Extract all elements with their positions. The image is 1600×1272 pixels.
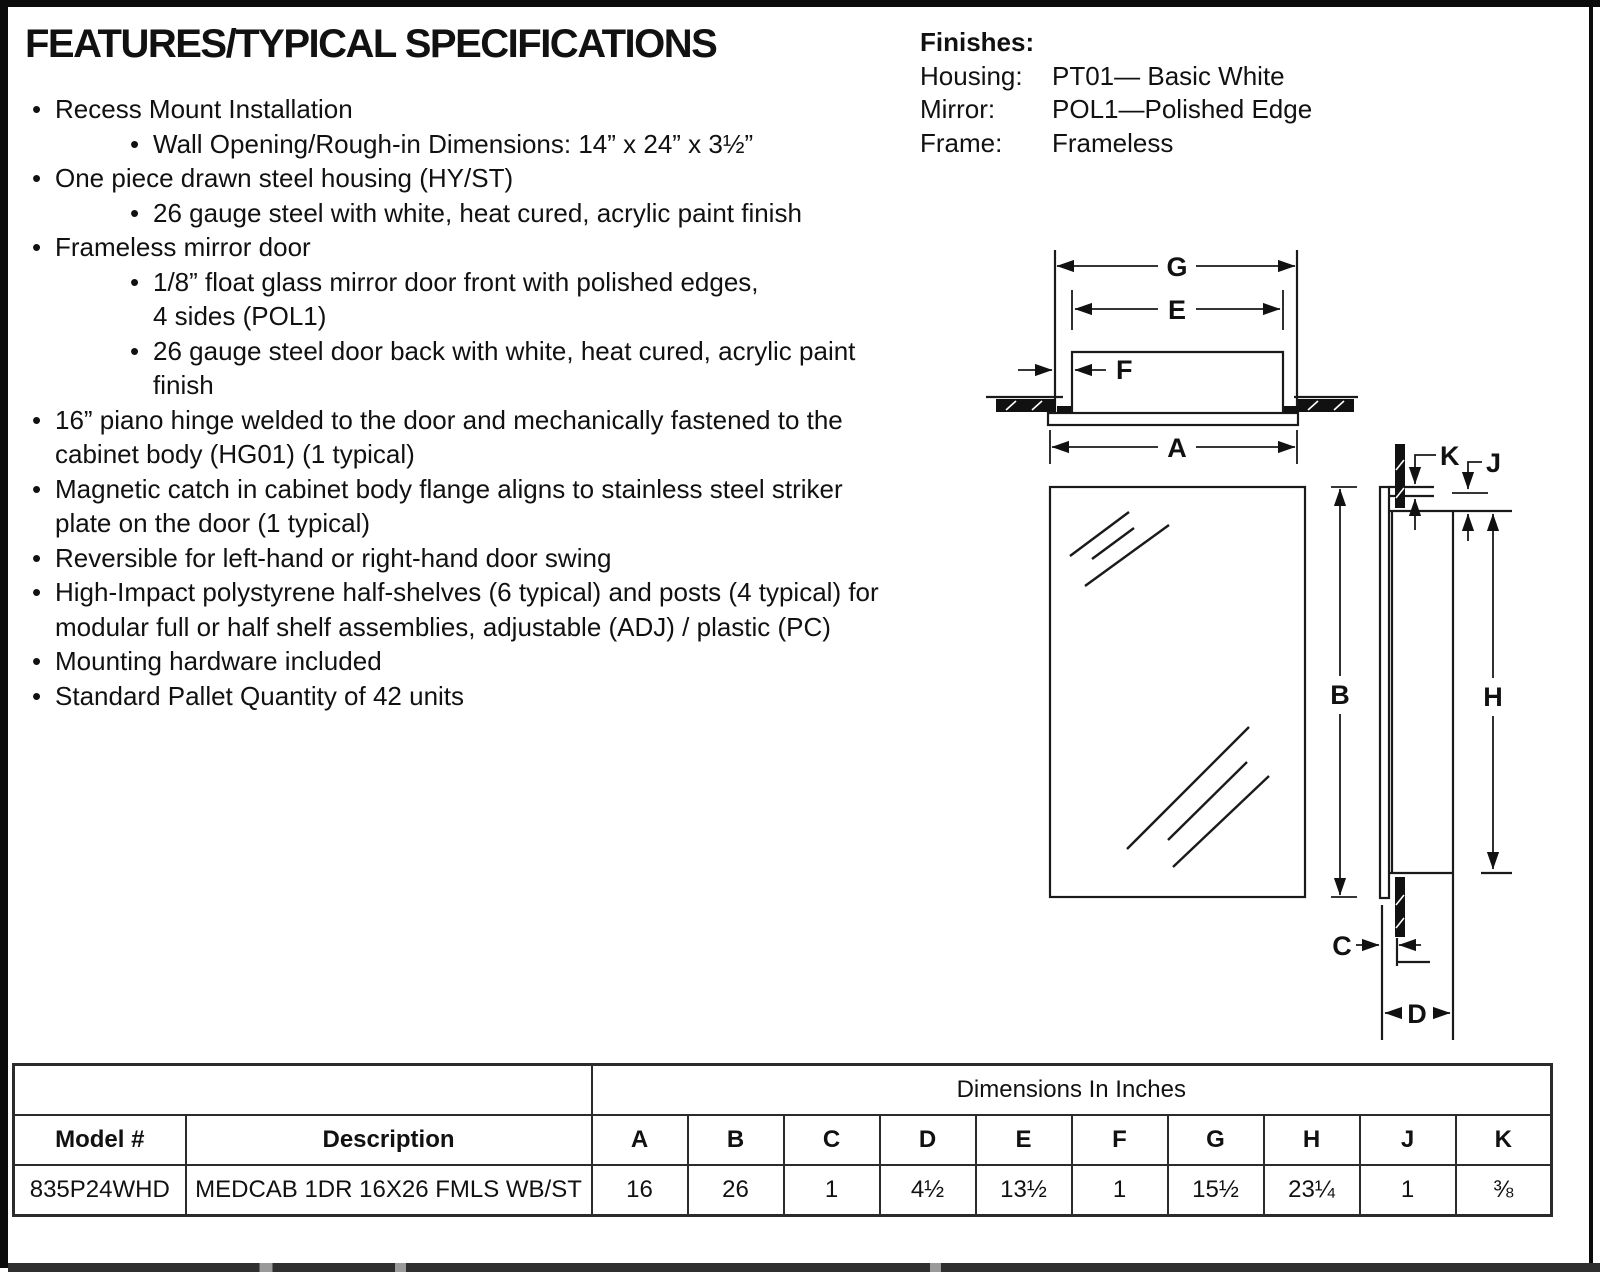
table-row (14, 1165, 1552, 1216)
bullet-icon: • (130, 335, 140, 366)
bullet-icon: • (32, 542, 42, 573)
table-cell-model: 835P24WHD (14, 1165, 186, 1216)
wall-section-right (1298, 399, 1354, 412)
dim-label-d: D (1407, 999, 1427, 1029)
table-header-f: F (1072, 1115, 1168, 1165)
bullet-icon: • (32, 577, 42, 607)
feature-text: Frameless mirror door (55, 232, 311, 262)
dim-label-j: J (1486, 448, 1502, 478)
feature-item (26, 403, 956, 472)
feature-text: High-Impact polystyrene half-shelves (6 typical) and posts (4 typical) for modular full or half shelf assemblies, adjustable (ADJ) / plastic (PC) (55, 577, 879, 642)
page-bottom-strip (8, 1263, 1600, 1272)
features-list (26, 92, 956, 713)
feature-text: 16” piano hinge welded to the door and mechanically fastened to the cabinet body (HG01) (1 typical) (55, 404, 843, 469)
cabinet-drawing (960, 230, 1600, 1045)
feature-text: Standard Pallet Quantity of 42 units (55, 680, 465, 711)
bullet-icon: • (32, 94, 42, 124)
feature-text: Wall Opening/Rough-in Dimensions: 14” x 24” x 3½” (153, 128, 754, 159)
feature-item (26, 92, 956, 127)
bullet-icon: • (32, 404, 42, 435)
finishes-value: Frameless (1052, 127, 1174, 158)
feature-text: 1/8” float glass mirror door front with polished edges, 4 sides (POL1) (153, 266, 759, 331)
table-header-d: D (880, 1115, 976, 1165)
dimensions-table-section (12, 1063, 1553, 1217)
wall-section-top (1395, 444, 1405, 508)
finishes-row (920, 93, 1312, 127)
table-cell-d: 4½ (880, 1165, 976, 1216)
feature-text: Recess Mount Installation (55, 94, 353, 124)
feature-item (26, 644, 956, 679)
feature-text: Magnetic catch in cabinet body flange aligns to stainless steel striker plate on the door (1 typical) (55, 473, 843, 538)
finishes-heading: Finishes: (920, 27, 1035, 57)
mirror-front (1050, 487, 1305, 897)
bullet-icon: • (32, 646, 42, 676)
feature-text: 26 gauge steel with white, heat cured, acrylic paint finish (153, 197, 802, 228)
dimension-diagram (960, 230, 1600, 1050)
feature-item (26, 230, 956, 265)
feature-item (26, 575, 956, 644)
wall-section-left (996, 399, 1056, 412)
table-cell-h: 23¼ (1264, 1165, 1360, 1216)
finishes-section (920, 26, 1312, 160)
feature-item (26, 472, 956, 541)
finishes-value: POL1—Polished Edge (1052, 94, 1313, 124)
bullet-icon: • (32, 473, 42, 504)
bullet-icon: • (32, 232, 42, 262)
page-border-left (0, 0, 8, 1268)
feature-text: Mounting hardware included (55, 646, 382, 676)
finishes-row (920, 60, 1312, 94)
bullet-icon: • (130, 197, 140, 228)
finishes-label: Mirror: (920, 94, 996, 124)
bullet-icon: • (32, 163, 42, 193)
dim-label-e: E (1167, 295, 1187, 325)
table-header-j: J (1360, 1115, 1456, 1165)
page-border-top (0, 0, 1600, 7)
dimensions-table (12, 1063, 1553, 1217)
feature-item (26, 127, 956, 162)
table-cell-f: 1 (1072, 1165, 1168, 1216)
table-header-description: Description (186, 1115, 592, 1165)
table-header-h: H (1264, 1115, 1360, 1165)
dim-label-c: C (1332, 931, 1352, 961)
table-cell-b: 26 (688, 1165, 784, 1216)
dim-label-f: F (1116, 355, 1133, 385)
table-header-b: B (688, 1115, 784, 1165)
feature-text: One piece drawn steel housing (HY/ST) (55, 163, 514, 193)
feature-item (26, 161, 956, 196)
table-cell-c: 1 (784, 1165, 880, 1216)
dim-label-a: A (1167, 433, 1187, 463)
table-cell-g: 15½ (1168, 1165, 1264, 1216)
table-cell-k: ⅜ (1456, 1165, 1552, 1216)
feature-item (26, 679, 956, 714)
bullet-icon: • (32, 680, 42, 711)
finishes-label: Housing: (920, 60, 1023, 91)
table-header-a: A (592, 1115, 688, 1165)
table-cell-e: 13½ (976, 1165, 1072, 1216)
table-header-g: G (1168, 1115, 1264, 1165)
feature-item (26, 265, 956, 334)
table-cell-a: 16 (592, 1165, 688, 1216)
table-header-model: Model # (14, 1115, 186, 1165)
bullet-icon: • (130, 128, 140, 159)
dim-label-g: G (1166, 252, 1188, 282)
table-cell-j: 1 (1360, 1165, 1456, 1216)
feature-item (26, 196, 956, 231)
bullet-icon: • (130, 266, 140, 297)
feature-item (26, 541, 956, 576)
dim-label-k: K (1440, 441, 1460, 471)
feature-text: Reversible for left-hand or right-hand door swing (55, 542, 612, 573)
feature-text: 26 gauge steel door back with white, heat cured, acrylic paint finish (153, 335, 856, 400)
table-corner-cell (14, 1065, 592, 1116)
page-title: FEATURES/TYPICAL SPECIFICATIONS (25, 22, 717, 66)
table-group-header: Dimensions In Inches (592, 1065, 1552, 1116)
dim-label-b: B (1330, 680, 1350, 710)
table-header-c: C (784, 1115, 880, 1165)
table-header-e: E (976, 1115, 1072, 1165)
finishes-label: Frame: (920, 127, 1003, 158)
finishes-value: PT01— Basic White (1052, 60, 1285, 91)
feature-item (26, 334, 956, 403)
table-cell-description: MEDCAB 1DR 16X26 FMLS WB/ST (186, 1165, 592, 1216)
table-header-k: K (1456, 1115, 1552, 1165)
finishes-row (920, 127, 1312, 161)
dim-label-h: H (1483, 682, 1503, 712)
